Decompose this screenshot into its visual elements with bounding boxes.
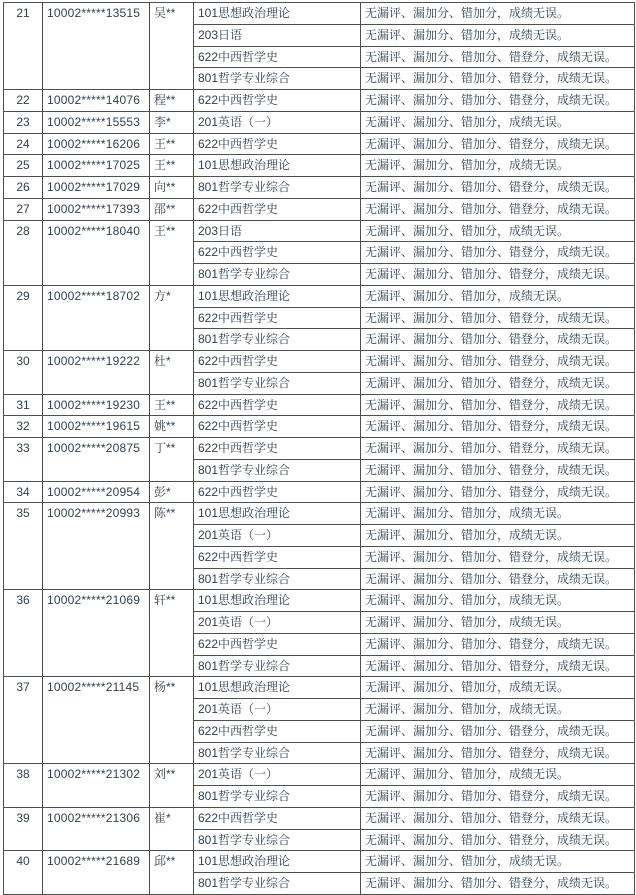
subject-cell: 622中西哲学史 (194, 438, 361, 460)
check-result-cell: 无漏评、漏加分、错加分，成绩无误。 (361, 677, 635, 699)
subject-cell: 101思想政治理论 (194, 590, 361, 612)
subject-cell: 203日语 (194, 220, 361, 242)
row-number-cell: 36 (4, 590, 43, 677)
subject-cell: 801哲学专业综合 (194, 568, 361, 590)
check-result-cell: 无漏评、漏加分、错加分、错登分，成绩无误。 (361, 394, 635, 416)
candidate-name-cell: 轩** (150, 590, 194, 677)
subject-cell: 101思想政治理论 (194, 3, 361, 25)
check-result-cell: 无漏评、漏加分、错加分、错登分，成绩无误。 (361, 459, 635, 481)
candidate-id-cell: 10002*****18040 (43, 220, 150, 285)
check-result-cell: 无漏评、漏加分、错加分，成绩无误。 (361, 285, 635, 307)
subject-cell: 101思想政治理论 (194, 851, 361, 873)
candidate-name-cell: 姚** (150, 416, 194, 438)
subject-cell: 201英语（一） (194, 699, 361, 721)
table-row (4, 590, 635, 612)
row-number-cell: 30 (4, 351, 43, 395)
subject-cell: 622中西哲学史 (194, 351, 361, 373)
check-result-cell: 无漏评、漏加分、错加分、错登分，成绩无误。 (361, 807, 635, 829)
subject-cell: 201英语（一） (194, 525, 361, 547)
candidate-name-cell: 陈** (150, 503, 194, 590)
candidate-name-cell: 邵** (150, 198, 194, 220)
candidate-name-cell: 向** (150, 177, 194, 199)
table-row (4, 90, 635, 112)
subject-cell: 622中西哲学史 (194, 481, 361, 503)
subject-cell: 201英语（一） (194, 612, 361, 634)
check-result-cell: 无漏评、漏加分、错加分、错登分，成绩无误。 (361, 351, 635, 373)
candidate-name-cell: 王** (150, 155, 194, 177)
table-row (4, 177, 635, 199)
candidate-id-cell: 10002*****15553 (43, 111, 150, 133)
row-number-cell: 32 (4, 416, 43, 438)
table-row (4, 111, 635, 133)
row-number-cell: 26 (4, 177, 43, 199)
candidate-id-cell: 10002*****17025 (43, 155, 150, 177)
table-row (4, 438, 635, 460)
check-result-cell: 无漏评、漏加分、错加分、错登分，成绩无误。 (361, 264, 635, 286)
row-number-cell: 25 (4, 155, 43, 177)
candidate-id-cell: 10002*****16206 (43, 133, 150, 155)
check-result-cell: 无漏评、漏加分、错加分、错登分，成绩无误。 (361, 720, 635, 742)
subject-cell: 201英语（一） (194, 111, 361, 133)
check-result-cell: 无漏评、漏加分、错加分、错登分，成绩无误。 (361, 873, 635, 895)
row-number-cell: 24 (4, 133, 43, 155)
subject-cell: 101思想政治理论 (194, 285, 361, 307)
candidate-name-cell: 李* (150, 111, 194, 133)
check-result-cell: 无漏评、漏加分、错加分，成绩无误。 (361, 525, 635, 547)
check-result-cell: 无漏评、漏加分、错加分、错登分，成绩无误。 (361, 90, 635, 112)
table-row (4, 416, 635, 438)
candidate-id-cell: 10002*****21302 (43, 764, 150, 808)
row-number-cell: 22 (4, 90, 43, 112)
check-result-cell: 无漏评、漏加分、错加分，成绩无误。 (361, 3, 635, 25)
subject-cell: 622中西哲学史 (194, 546, 361, 568)
check-result-cell: 无漏评、漏加分、错加分，成绩无误。 (361, 155, 635, 177)
check-result-cell: 无漏评、漏加分、错加分，成绩无误。 (361, 851, 635, 873)
check-result-cell: 无漏评、漏加分、错加分、错登分，成绩无误。 (361, 633, 635, 655)
subject-cell: 801哲学专业综合 (194, 742, 361, 764)
subject-cell: 622中西哲学史 (194, 307, 361, 329)
candidate-id-cell: 10002*****14076 (43, 90, 150, 112)
check-result-cell: 无漏评、漏加分、错加分、错登分，成绩无误。 (361, 372, 635, 394)
candidate-name-cell: 丁** (150, 438, 194, 482)
candidate-name-cell: 王** (150, 133, 194, 155)
check-result-cell: 无漏评、漏加分、错加分、错登分，成绩无误。 (361, 133, 635, 155)
table-row (4, 807, 635, 829)
subject-cell: 622中西哲学史 (194, 416, 361, 438)
check-result-cell: 无漏评、漏加分、错加分、错登分，成绩无误。 (361, 742, 635, 764)
candidate-id-cell: 10002*****19230 (43, 394, 150, 416)
subject-cell: 801哲学专业综合 (194, 264, 361, 286)
check-result-cell: 无漏评、漏加分、错加分、错登分，成绩无误。 (361, 786, 635, 808)
table-row (4, 851, 635, 873)
check-result-cell: 无漏评、漏加分、错加分、错登分，成绩无误。 (361, 68, 635, 90)
check-result-cell: 无漏评、漏加分、错加分、错登分，成绩无误。 (361, 177, 635, 199)
subject-cell: 622中西哲学史 (194, 90, 361, 112)
candidate-name-cell: 方* (150, 285, 194, 350)
check-result-cell: 无漏评、漏加分、错加分，成绩无误。 (361, 764, 635, 786)
row-number-cell: 39 (4, 807, 43, 851)
candidate-name-cell: 杜* (150, 351, 194, 395)
subject-cell: 801哲学专业综合 (194, 786, 361, 808)
candidate-name-cell: 邱** (150, 851, 194, 895)
table-row (4, 3, 635, 25)
candidate-id-cell: 10002*****17393 (43, 198, 150, 220)
row-number-cell: 29 (4, 285, 43, 350)
subject-cell: 201英语（一） (194, 764, 361, 786)
check-result-cell: 无漏评、漏加分、错加分、错登分，成绩无误。 (361, 568, 635, 590)
table-row (4, 220, 635, 242)
candidate-id-cell: 10002*****21069 (43, 590, 150, 677)
candidate-id-cell: 10002*****21306 (43, 807, 150, 851)
table-row (4, 285, 635, 307)
check-result-cell: 无漏评、漏加分、错加分、错登分，成绩无误。 (361, 481, 635, 503)
check-result-cell: 无漏评、漏加分、错加分、错登分，成绩无误。 (361, 546, 635, 568)
check-result-cell: 无漏评、漏加分、错加分，成绩无误。 (361, 111, 635, 133)
candidate-id-cell: 10002*****21689 (43, 851, 150, 895)
check-result-cell: 无漏评、漏加分、错加分、错登分，成绩无误。 (361, 329, 635, 351)
row-number-cell: 23 (4, 111, 43, 133)
candidate-name-cell: 崔* (150, 807, 194, 851)
candidate-name-cell: 彭* (150, 481, 194, 503)
candidate-id-cell: 10002*****13515 (43, 3, 150, 90)
subject-cell: 801哲学专业综合 (194, 329, 361, 351)
candidate-id-cell: 10002*****20954 (43, 481, 150, 503)
row-number-cell: 38 (4, 764, 43, 808)
candidate-name-cell: 王** (150, 220, 194, 285)
subject-cell: 101思想政治理论 (194, 677, 361, 699)
table-row (4, 677, 635, 699)
candidate-id-cell: 10002*****19222 (43, 351, 150, 395)
row-number-cell: 33 (4, 438, 43, 482)
candidate-name-cell: 刘** (150, 764, 194, 808)
check-result-cell: 无漏评、漏加分、错加分、错登分，成绩无误。 (361, 307, 635, 329)
table-row (4, 503, 635, 525)
subject-cell: 622中西哲学史 (194, 807, 361, 829)
row-number-cell: 34 (4, 481, 43, 503)
check-result-cell: 无漏评、漏加分、错加分、错登分，成绩无误。 (361, 438, 635, 460)
row-number-cell: 31 (4, 394, 43, 416)
subject-cell: 801哲学专业综合 (194, 372, 361, 394)
check-result-cell: 无漏评、漏加分、错加分，成绩无误。 (361, 503, 635, 525)
subject-cell: 622中西哲学史 (194, 720, 361, 742)
subject-cell: 622中西哲学史 (194, 394, 361, 416)
subject-cell: 801哲学专业综合 (194, 459, 361, 481)
candidate-id-cell: 10002*****17029 (43, 177, 150, 199)
subject-cell: 622中西哲学史 (194, 633, 361, 655)
subject-cell: 101思想政治理论 (194, 155, 361, 177)
check-result-cell: 无漏评、漏加分、错加分，成绩无误。 (361, 24, 635, 46)
check-result-cell: 无漏评、漏加分、错加分，成绩无误。 (361, 220, 635, 242)
check-result-cell: 无漏评、漏加分、错加分、错登分，成绩无误。 (361, 829, 635, 851)
check-result-cell: 无漏评、漏加分、错加分、错登分，成绩无误。 (361, 242, 635, 264)
subject-cell: 622中西哲学史 (194, 133, 361, 155)
row-number-cell: 40 (4, 851, 43, 895)
candidate-name-cell: 杨** (150, 677, 194, 764)
check-result-cell: 无漏评、漏加分、错加分，成绩无误。 (361, 612, 635, 634)
check-result-cell: 无漏评、漏加分、错加分、错登分，成绩无误。 (361, 655, 635, 677)
candidate-name-cell: 程** (150, 90, 194, 112)
subject-cell: 801哲学专业综合 (194, 177, 361, 199)
candidate-id-cell: 10002*****19615 (43, 416, 150, 438)
row-number-cell: 37 (4, 677, 43, 764)
table-row (4, 198, 635, 220)
candidate-id-cell: 10002*****20875 (43, 438, 150, 482)
row-number-cell: 35 (4, 503, 43, 590)
subject-cell: 801哲学专业综合 (194, 873, 361, 895)
candidate-id-cell: 10002*****18702 (43, 285, 150, 350)
check-result-cell: 无漏评、漏加分、错加分、错登分，成绩无误。 (361, 198, 635, 220)
candidate-name-cell: 王** (150, 394, 194, 416)
subject-cell: 622中西哲学史 (194, 242, 361, 264)
row-number-cell: 21 (4, 3, 43, 90)
table-row (4, 394, 635, 416)
table-row (4, 133, 635, 155)
subject-cell: 622中西哲学史 (194, 198, 361, 220)
subject-cell: 801哲学专业综合 (194, 829, 361, 851)
subject-cell: 101思想政治理论 (194, 503, 361, 525)
candidate-id-cell: 10002*****20993 (43, 503, 150, 590)
check-result-cell: 无漏评、漏加分、错加分，成绩无误。 (361, 590, 635, 612)
row-number-cell: 27 (4, 198, 43, 220)
row-number-cell: 28 (4, 220, 43, 285)
table-row (4, 351, 635, 373)
candidate-id-cell: 10002*****21145 (43, 677, 150, 764)
check-result-cell: 无漏评、漏加分、错加分，成绩无误。 (361, 699, 635, 721)
candidate-name-cell: 吴** (150, 3, 194, 90)
table-row (4, 155, 635, 177)
check-result-cell: 无漏评、漏加分、错加分、错登分，成绩无误。 (361, 46, 635, 68)
table-row (4, 764, 635, 786)
subject-cell: 203日语 (194, 24, 361, 46)
subject-cell: 801哲学专业综合 (194, 655, 361, 677)
score-check-table (3, 2, 635, 895)
subject-cell: 801哲学专业综合 (194, 68, 361, 90)
table-row (4, 481, 635, 503)
subject-cell: 622中西哲学史 (194, 46, 361, 68)
check-result-cell: 无漏评、漏加分、错加分、错登分，成绩无误。 (361, 416, 635, 438)
